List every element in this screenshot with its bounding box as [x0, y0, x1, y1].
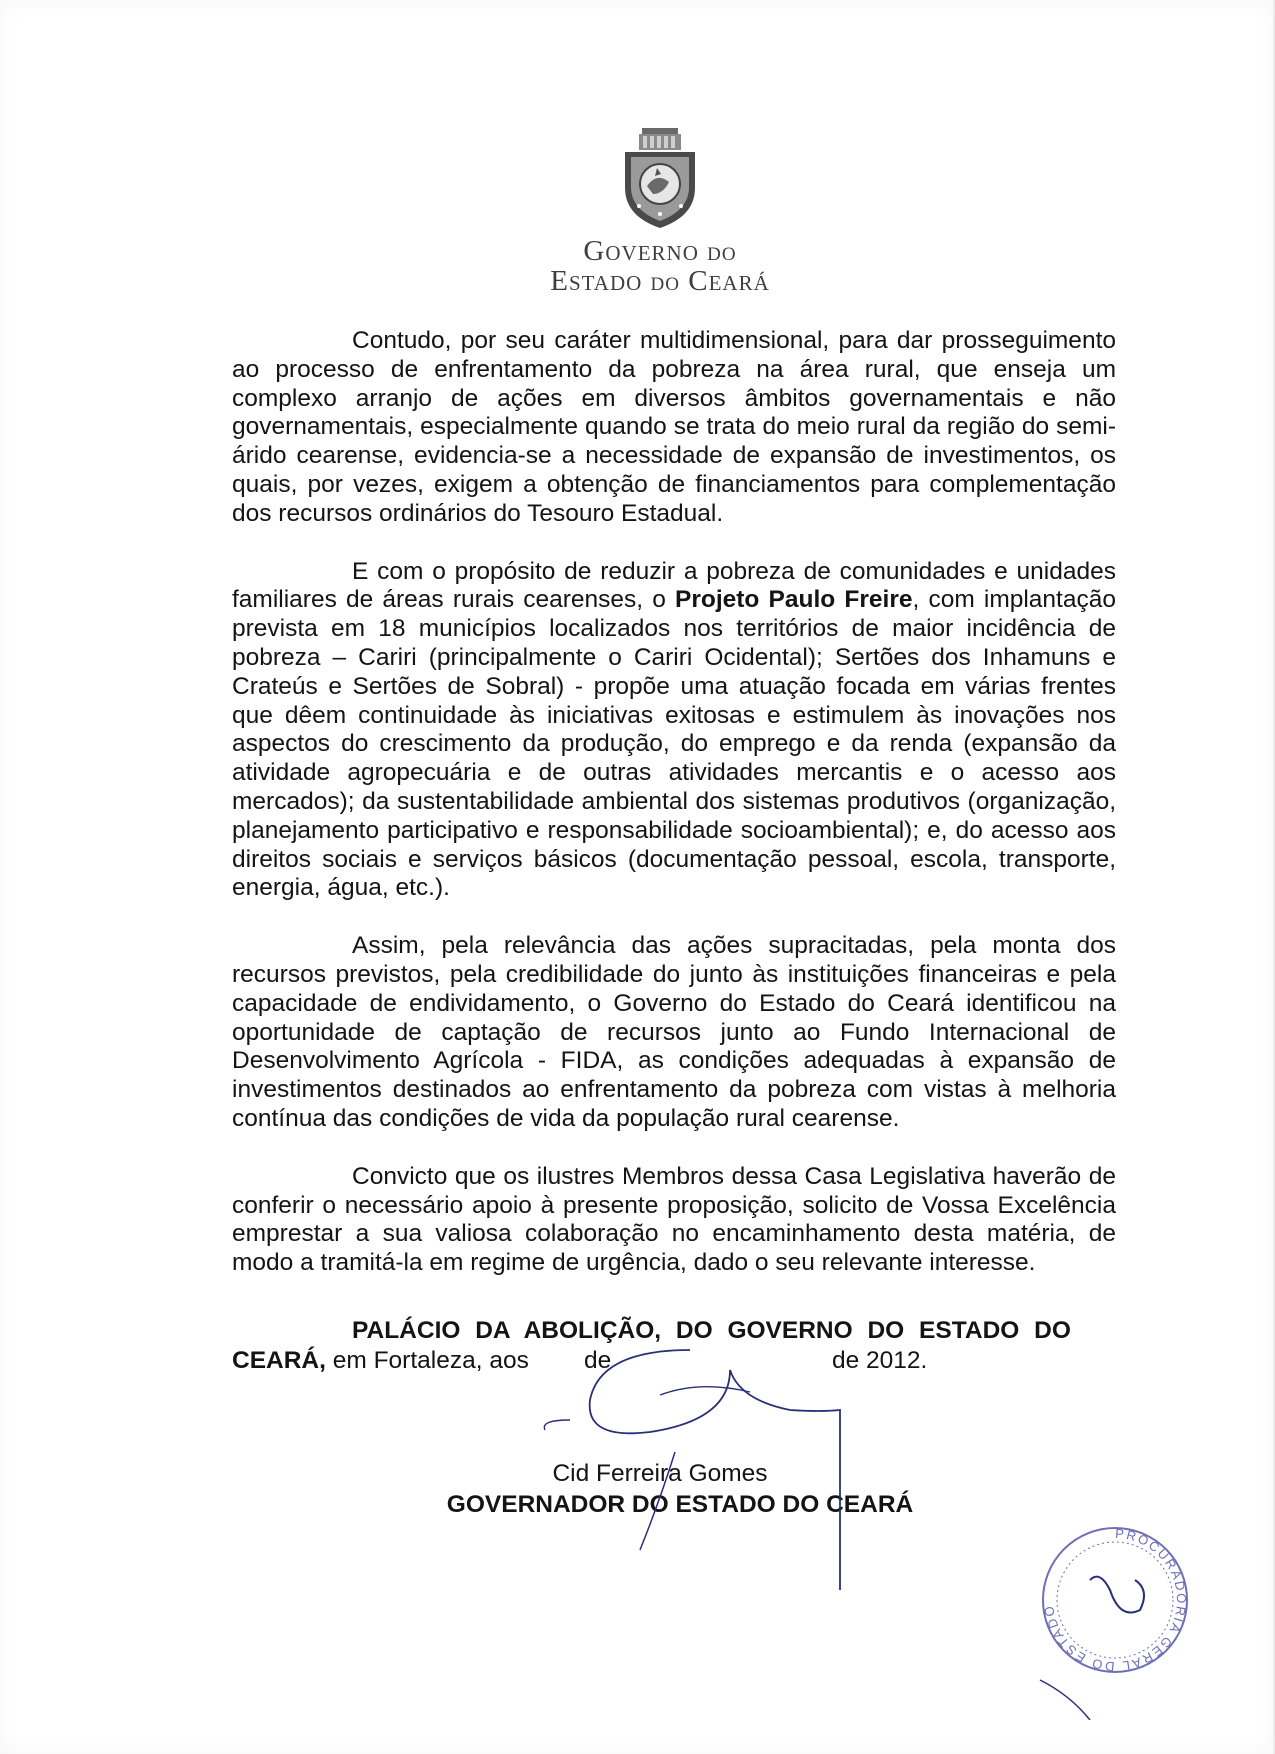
paragraph-text: E com o propósito de reduzir a pobreza de comunidades e unidades familiares de áreas rurais cearenses, o: [232, 557, 1116, 614]
letterhead-text: STADO: [568, 271, 643, 296]
handwritten-signature: [540, 1340, 900, 1600]
signatory-title: GOVERNADOR DO ESTADO DO CEARÁ: [446, 1491, 914, 1518]
letterhead-text: OVERNO: [605, 241, 699, 265]
closing-text: PALÁCIO DA ABOLIÇÃO, DO GOVERNO DO ESTADO DO: [352, 1317, 1071, 1344]
letterhead-text: DO: [650, 274, 680, 296]
letterhead-line-governo: [480, 236, 840, 266]
official-stamp: [1030, 1520, 1200, 1720]
paragraph-3: Assim, pela relevância das ações supracitadas, pela monta dos recursos previstos, pela credibilidade do junto às instituições financeiras e pela capacidade de endividamento, o Governo do Estado do Ceará identificou na oportunidade de captação de recursos junto ao Fundo Internacional de Desenvolvimento Agrícola - FIDA, as condições adequadas à expansão de investimentos destinados ao enfrentamento da pobreza com vistas à melhoria contínua das condições de vida da população rural cearense.: [232, 932, 1116, 1132]
letterhead-text: G: [583, 235, 606, 267]
paragraph-1: Contudo, por seu caráter multidimensional, para dar prosseguimento ao processo de enfrentamento da pobreza na área rural, que enseja um complexo arranjo de ações em diversos âmbitos governamentais e não governamentais, especialmente quando se trata do meio rural da região do semi-árido cearense, evidencia-se a necessidade de expansão de investimentos, os quais, por vezes, exigem a obtenção de financiamentos para complementação dos recursos ordinários do Tesouro Estadual.: [232, 327, 1116, 527]
closing-year: de 2012.: [832, 1347, 928, 1374]
letter-body: [232, 327, 1116, 1307]
closing-de: de: [584, 1347, 612, 1374]
paragraph-text: , com implantação prevista em 18 municípios localizados nos territórios de maior incidência de pobreza – Cariri (principalmente o Cariri Ocidental); Sertões dos Inhamuns e Crateús e Sertões de Sobral) - propõe uma atuação focada em várias frentes que dêem continuidade às iniciativas exitosas e estimulem às inovações nos aspectos do crescimento da produção, do emprego e da renda (expansão da atividade agropecuária e de outras atividades mercantis e o acesso aos mercados); da sustentabilidade ambiental dos sistemas produtivos (organização, planejamento participativo e responsabilidade socioambiental); e, do acesso aos direitos sociais e serviços básicos (documentação pessoal, escola, transporte, energia, água, etc.).: [232, 586, 1116, 902]
ceara-coat-of-arms-icon: [617, 124, 703, 232]
letterhead-text: DO: [707, 244, 737, 265]
closing-place: em Fortaleza, aos: [332, 1347, 529, 1374]
paragraph-4: Convicto que os ilustres Membros dessa Casa Legislativa haverão de conferir o necessário apoio à presente proposição, solicito de Vossa Excelência emprestar a sua valiosa colaboração no encaminhamento desta matéria, de modo a tramitá-la em regime de urgência, dado o seu relevante interesse.: [232, 1162, 1116, 1277]
letterhead-line-estado: [480, 266, 840, 296]
closing-state: CEARÁ,: [232, 1347, 326, 1374]
signatory-name: Cid Ferreira Gomes: [552, 1460, 768, 1487]
letterhead-text: C: [688, 265, 709, 298]
letterhead-text: EARÁ: [708, 271, 770, 296]
letterhead: [480, 124, 840, 297]
stamp-text: PROCURADORIA GERAL DO ESTADO: [1040, 1525, 1190, 1675]
letterhead-text: E: [550, 265, 569, 298]
paragraph-2: [232, 558, 1116, 904]
project-name: Projeto Paulo Freire: [675, 586, 913, 614]
